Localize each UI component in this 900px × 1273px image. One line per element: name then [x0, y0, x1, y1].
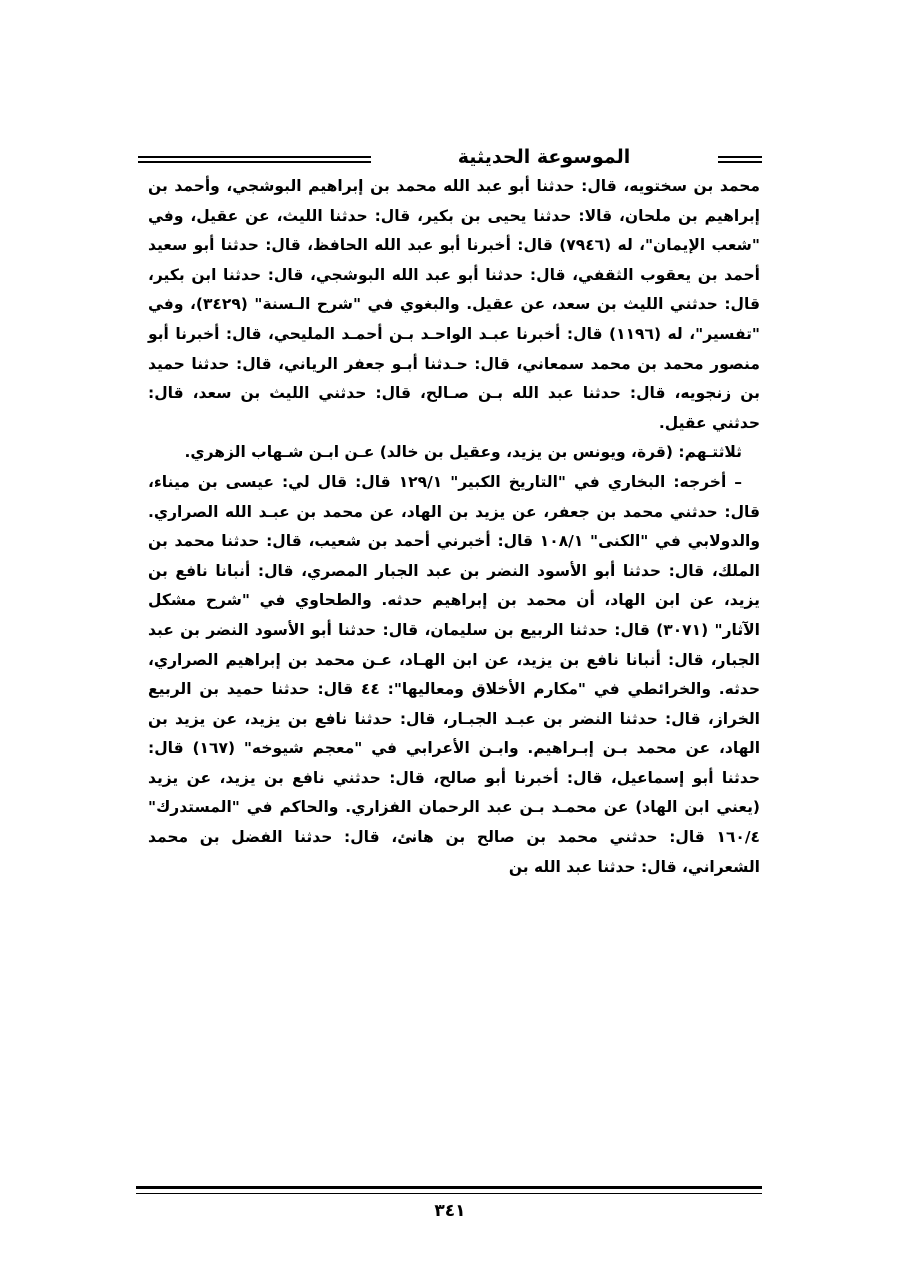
header-rule-right [718, 156, 762, 163]
paragraph-takhrij: – أخرجه: البخاري في "التاريخ الكبير" ١٢٩/١ قال: قال لي: عيسى بن ميناء، قال: حدثني محمد بن جعفر، عن يزيد بن الهاد، عن محمد بن عبـد الله الصراري. والدولابي في "الكنى" ١٠٨/١ قال: أخبرني أحمد بن شعيب، قال: حدثنا محمد بن الملك، قال: حدثنا أبو الأسود النضر بن عبد الجبار المصري، قال: أنبانا نافع بن يزيد، عن ابن الهاد، أن محمد بن إبراهيم حدثه. والطحاوي في "شرح مشكل الآثار" (٣٠٧١) قال: حدثنا الربيع بن سليمان، قال: حدثنا أبو الأسود النضر بن عبد الجبار، قال: أنبانا نافع بن يزيد، عن ابن الهـاد، عـن محمد بن إبراهيم الصراري، حدثه. والخرائطي في "مكارم الأخلاق ومعاليها": ٤٤ قال: حدثنا حميد بن الربيع الخراز، قال: حدثنا النضر بن عبـد الجبـار، قال: حدثنا نافع بن يزيد، عن يزيد بن الهاد، عن محمد بـن إبـراهيم. وابـن الأعرابي في "معجم شيوخه" (١٦٧) قال: حدثنا أبو إسماعيل، قال: أخبرنا أبو صالح، قال: حدثني نافع بن يزيد، عن يزيد (يعني ابن الهاد) عن محمـد بـن عبد الرحمان الفزاري. والحاكم في "المستدرك" ١٦٠/٤ قال: حدثني محمد بن صالح بن هانئ، قال: حدثنا الفضل بن محمد الشعراني، قال: حدثنا عبد الله بن [148, 472, 761, 876]
page-header [138, 142, 762, 172]
page-number: ٣٤١ [434, 1201, 466, 1221]
footer-rule [136, 1186, 762, 1194]
paragraph-sanad-continuation: محمد بن سختويه، قال: حدثنا أبو عبد الله محمد بن إبراهيم البوشجي، وأحمد بن إبراهيم بن ملحان، قالا: حدثنا يحيى بن بكير، قال: حدثنا الليث، عن عقيل، وفي "شعب الإيمان"، له (٧٩٤٦) قال: أخبرنا أبو عبد الله الحافظ، قال: حدثنا أبو سعيد أحمد بن يعقوب الثقفي، قال: حدثنا أبو عبد الله البوشجي، قال: حدثنا ابن بكير، قال: حدثني الليث بن سعد، عن عقيل. والبغوي في "شرح الـسنة" (٣٤٢٩)، وفي "تفسير"، له (١١٩٦) قال: أخبرنا عبـد الواحـد بـن أحمـد المليحي، قال: أخبرنا أبو منصور محمد بن محمد سمعاني، قال: حـدثنا أبـو جعفر الرياني، قال: حدثنا حميد بن زنجويه، قال: حدثنا عبد الله بـن صـالح، قال: حدثني الليث بن سعد، قال: حدثني عقيل. [148, 177, 760, 432]
body-text [148, 172, 760, 882]
header-rule-left [138, 156, 371, 163]
running-title: الموسوعة الحديثية [457, 146, 631, 168]
paragraph-summary: ثلاثتـهم: (قرة، ويونس بن يزيد، وعقيل بن خالد) عـن ابـن شـهاب الزهري. [184, 443, 742, 462]
